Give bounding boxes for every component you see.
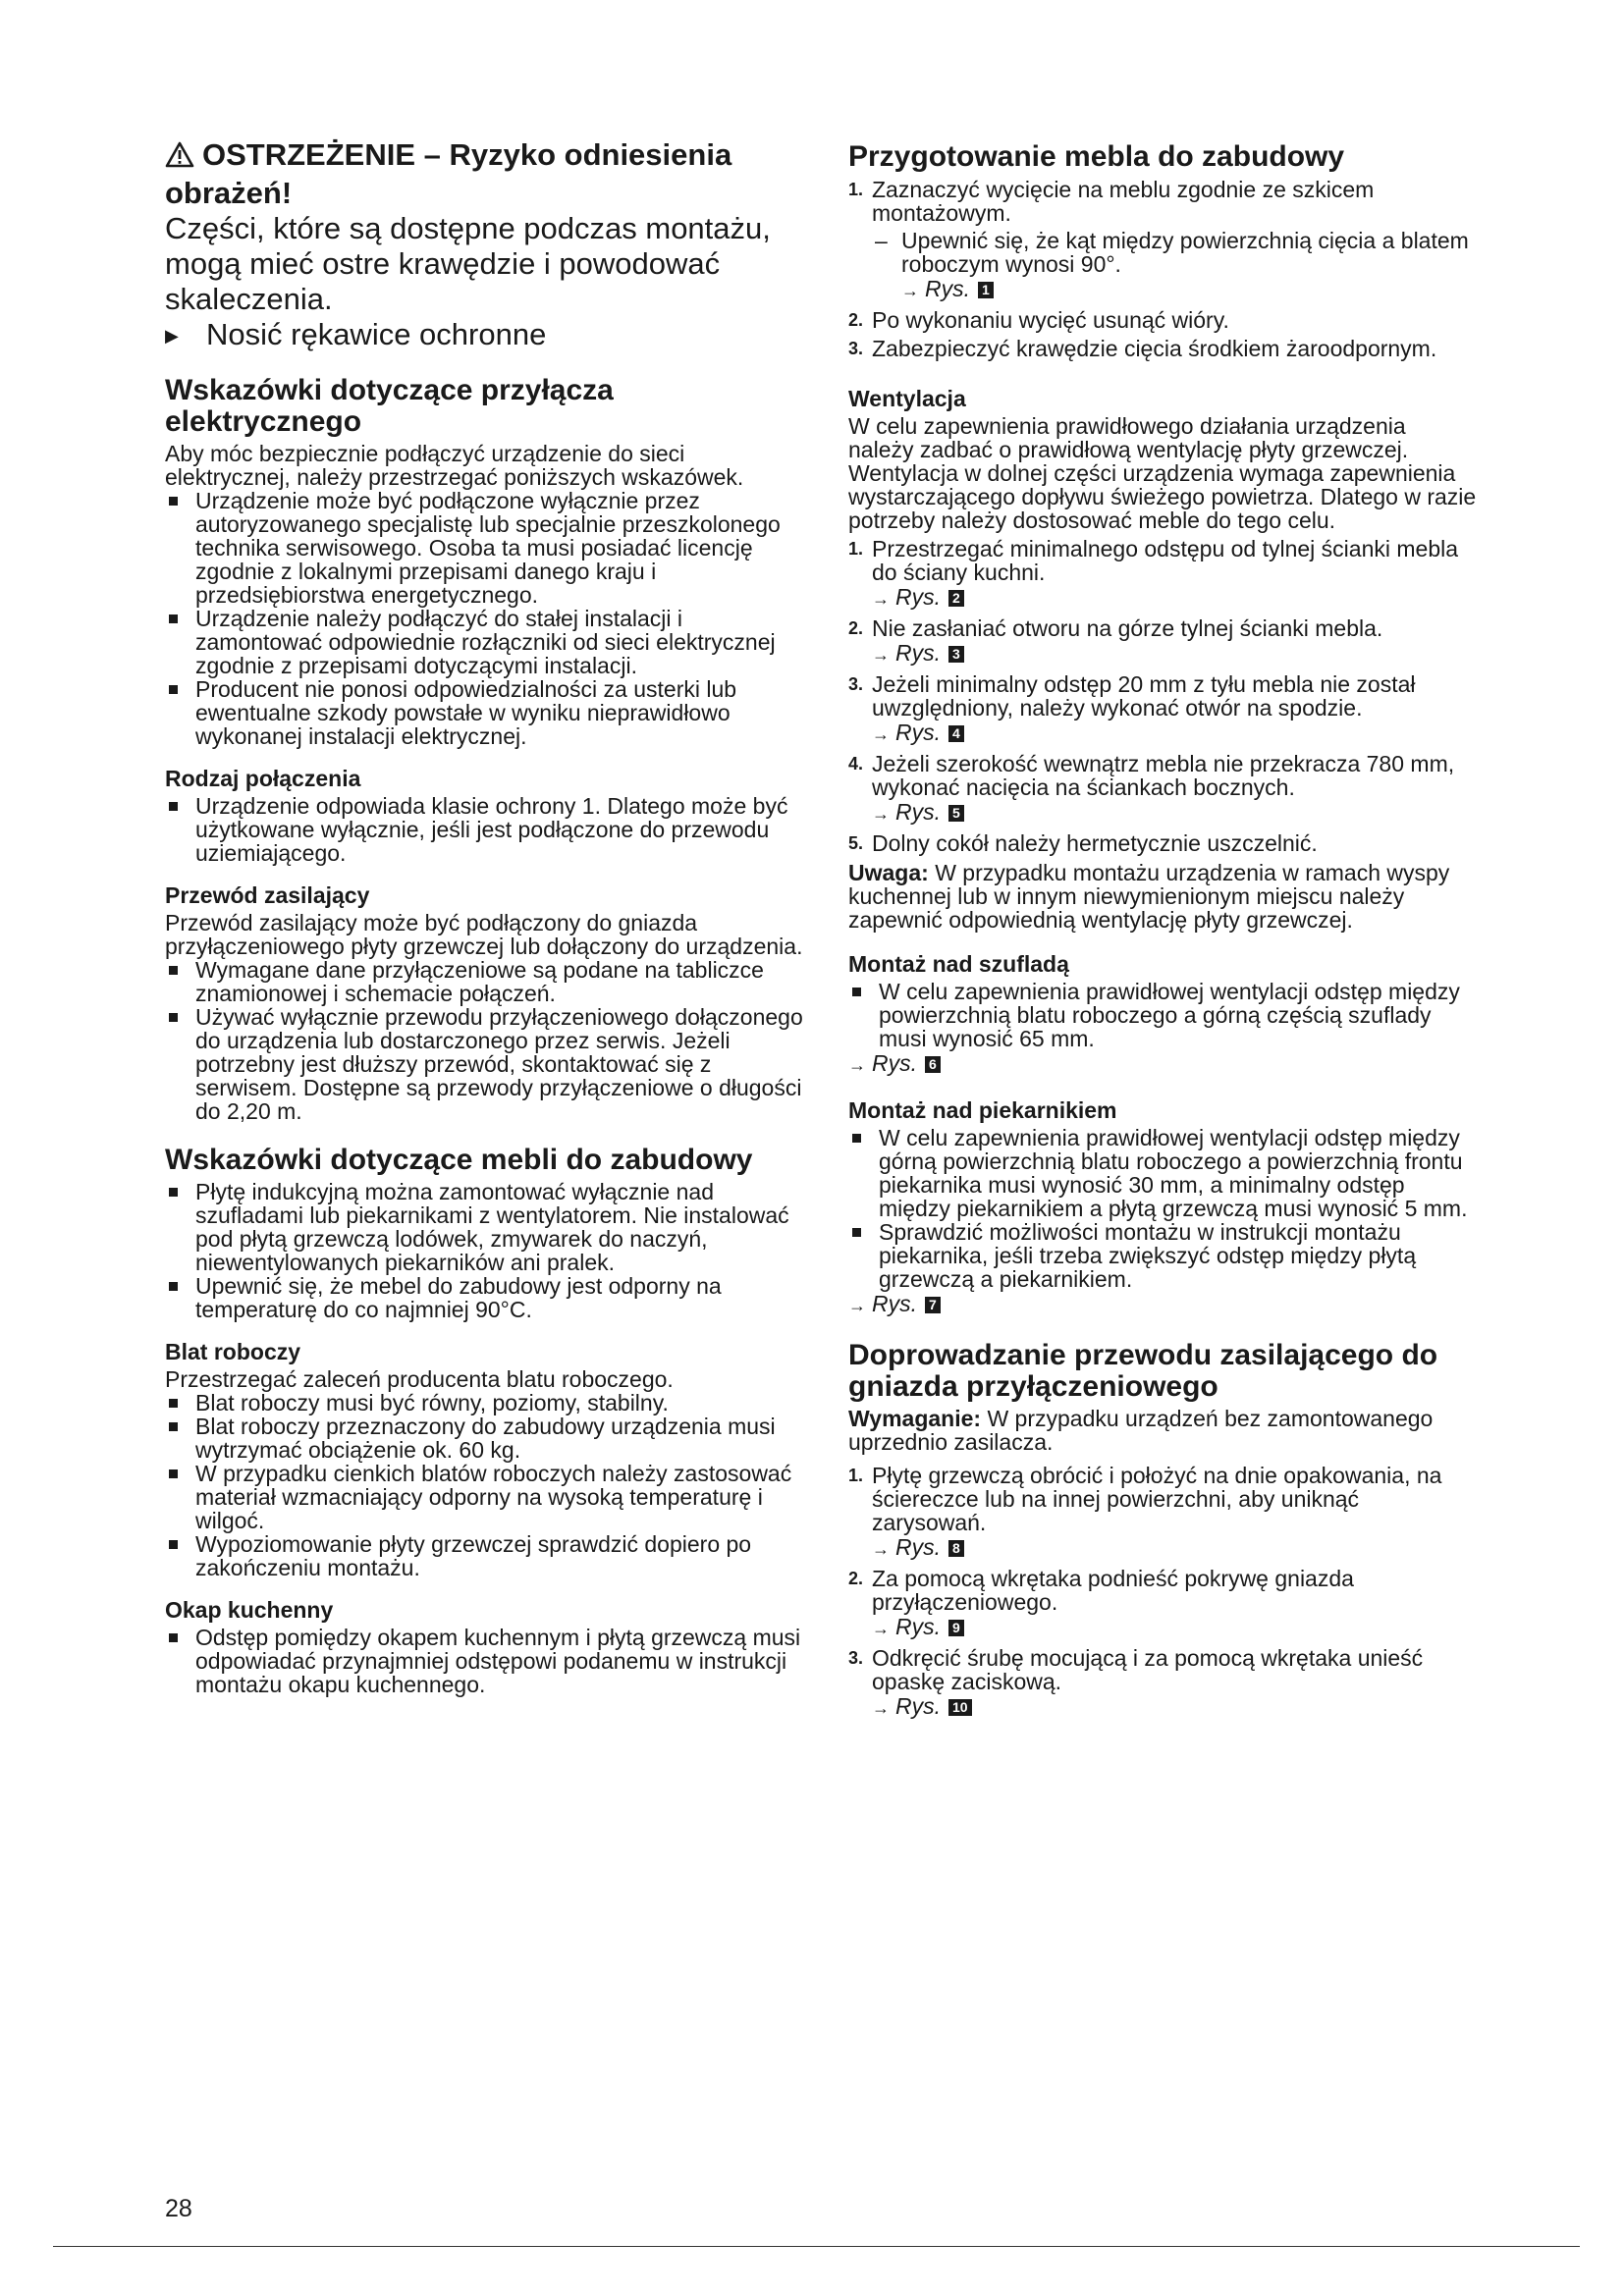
list-item: Urządzenie może być podłączone wyłącznie przez autoryzowanego specjalistę lub specjalnie przeszkolonego technika serwisowego. Osoba ta musi posiadać licencję zgodnie z lokalnymi przepisami danego kraju i przedsiębiorstwa energetycznego. [165, 489, 805, 607]
bullet-icon [852, 1228, 861, 1237]
warning-title [165, 137, 805, 176]
drawer-list [848, 980, 1477, 1050]
section-heading-furniture: Wskazówki dotyczące mebli do zabudowy [165, 1144, 753, 1176]
figure-badge: 3 [948, 646, 964, 663]
figure-badge: 4 [948, 725, 964, 742]
right-column [848, 137, 1477, 1721]
figure-ref: → Rys. 8 [872, 1534, 1477, 1562]
list-item: Producent nie ponosi odpowiedzialności za usterki lub ewentualne szkody powstałe w wyniku nieprawidłowo wykonanej instalacji elektrycznej. [165, 677, 805, 748]
list-item: Odstęp pomiędzy okapem kuchennym i płytą grzewczą musi odpowiadać przynajmniej odstępowi podanemu w instrukcji montażu okapu kuchennego. [165, 1626, 805, 1696]
figure-ref: → Rys. 7 [848, 1291, 1477, 1318]
step-number: 3. [848, 1648, 864, 1668]
list-item: W celu zapewnienia prawidłowej wentylacji odstęp między górną powierzchnią blatu roboczego a powierzchnią frontu piekarnika musi wynosić 30 mm, a minimalny odstęp między piekarnikiem a płytą grzewczą musi wynosić 5 mm. [848, 1126, 1477, 1220]
warning-triangle-icon [165, 140, 194, 176]
figure-ref: → Rys. 9 [872, 1614, 1477, 1641]
bullet-icon [169, 1013, 178, 1022]
bullet-icon [169, 497, 178, 506]
subheading-hood: Okap kuchenny [165, 1597, 334, 1623]
bullet-icon [169, 1469, 178, 1478]
ventilation-steps [848, 537, 1477, 855]
figure-ref: → Rys. 2 [872, 584, 1477, 612]
warning-title-line2: obrażeń! [165, 176, 293, 210]
section-heading-electrical: Wskazówki dotyczące przyłącza elektrycznego [165, 374, 614, 438]
section-heading-cable: Doprowadzanie przewodu zasilającego do gniazda przyłączeniowego [848, 1339, 1438, 1403]
bullet-icon [852, 988, 861, 996]
step-number: 1. [848, 539, 864, 559]
list-item: W celu zapewnienia prawidłowej wentylacji odstęp między powierzchnią blatu roboczego a górną częścią szuflady musi wynosić 65 mm. [848, 980, 1477, 1050]
figure-ref: → Rys. 6 [848, 1050, 1477, 1078]
bullet-icon [169, 1188, 178, 1197]
hood-list [165, 1626, 805, 1696]
bullet-icon [169, 614, 178, 623]
list-item: 3. Zabezpieczyć krawędzie cięcia środkiem żaroodpornym. [848, 336, 1437, 361]
list-item: Blat roboczy musi być równy, poziomy, stabilny. [165, 1391, 805, 1415]
bullet-icon [169, 802, 178, 811]
step-number: 3. [848, 339, 864, 358]
warning-title-line1: OSTRZEŻENIE – Ryzyko odniesienia [202, 137, 732, 172]
left-column [165, 137, 805, 1696]
list-item: 1. Płytę grzewczą obrócić i położyć na dnie opakowania, na ściereczce lub na innej powierzchni, aby uniknąć zarysowań. → Rys. 8 [848, 1464, 1477, 1562]
cable-requirement: Wymaganie: W przypadku urządzeń bez zamontowanego uprzednio zasilacza. [848, 1406, 1434, 1455]
figure-badge: 7 [925, 1297, 941, 1313]
step-number: 2. [848, 618, 864, 638]
power-cord-list [165, 958, 805, 1123]
figure-badge: 1 [978, 282, 994, 298]
step-number: 4. [848, 754, 864, 774]
list-item: 3. Odkręcić śrubę mocującą i za pomocą wkrętaka unieść opaskę zaciskową. → Rys. 10 [848, 1646, 1477, 1721]
bullet-icon [169, 1282, 178, 1291]
figure-badge: 5 [948, 805, 964, 822]
bullet-icon [169, 1540, 178, 1549]
figure-badge: 10 [948, 1699, 972, 1716]
list-item: Sprawdzić możliwości montażu w instrukcji montażu piekarnika, jeśli trzeba zwiększyć odstęp między płytą grzewczą a piekarnikiem. [848, 1220, 1477, 1291]
subheading-ventilation: Wentylacja [848, 386, 966, 411]
list-item: 2. Po wykonaniu wycięć usunąć wióry. [848, 307, 1229, 333]
subheading-oven: Montaż nad piekarnikiem [848, 1097, 1117, 1123]
list-item: Wypoziomowanie płyty grzewczej sprawdzić dopiero po zakończeniu montażu. [165, 1532, 805, 1579]
figure-ref: → Rys. 4 [872, 720, 1477, 747]
warning-step: ▶ Nosić rękawice ochronne [165, 317, 547, 351]
list-item: 1. Zaznaczyć wycięcie na meblu zgodnie ze szkicem montażowym. – Upewnić się, że kąt między powierzchnią cięcia a blatem roboczym wynosi 90°. → Rys. 1 [848, 178, 1477, 303]
subheading-connection-type: Rodzaj połączenia [165, 766, 361, 791]
list-item: 2. Nie zasłaniać otworu na górze tylnej ścianki mebla. → Rys. 3 [848, 616, 1477, 667]
list-item: Używać wyłącznie przewodu przyłączeniowego dołączonego do urządzenia lub dostarczonego przez serwis. Jeżeli potrzebny jest dłuższy przewód, skontaktować się z serwisem. Dostępne są przewody przyłączeniowe o długości do 2,20 m. [165, 1005, 805, 1123]
prep-note: – Upewnić się, że kąt między powierzchnią cięcia a blatem roboczym wynosi 90°. [875, 228, 1469, 277]
footer-divider [53, 2246, 1580, 2247]
electrical-intro: Aby móc bezpiecznie podłączyć urządzenie do sieci elektrycznej, należy przestrzegać poniższych wskazówek. [165, 441, 744, 490]
step-number: 1. [848, 1466, 864, 1485]
list-item: 2. Za pomocą wkrętaka podnieść pokrywę gniazda przyłączeniowego. → Rys. 9 [848, 1567, 1477, 1641]
warning-text: Części, które są dostępne podczas montażu, mogą mieć ostre krawędzie i powodować skaleczenia. [165, 211, 771, 316]
bullet-icon [169, 685, 178, 694]
list-item: Płytę indukcyjną można zamontować wyłącznie nad szufladami lub piekarnikami z wentylatorem. Nie instalować pod płytą grzewczą lodówek, zmywarek do naczyń, niewentylowanych piekarników ani pralek. [165, 1180, 805, 1274]
furniture-list [165, 1180, 805, 1321]
worktop-list [165, 1391, 805, 1579]
page-number: 28 [165, 2195, 192, 2222]
bullet-icon [852, 1134, 861, 1143]
warning-block [165, 137, 805, 353]
section-heading-prep: Przygotowanie mebla do zabudowy [848, 140, 1345, 173]
bullet-icon [169, 966, 178, 975]
step-number: 2. [848, 1569, 864, 1588]
oven-list [848, 1126, 1477, 1291]
step-number: 5. [848, 833, 864, 853]
bullet-icon [169, 1633, 178, 1642]
step-number: 2. [848, 310, 864, 330]
bullet-icon [169, 1422, 178, 1431]
step-number: 3. [848, 674, 864, 694]
figure-ref: → Rys. 5 [872, 799, 1477, 827]
list-item: Urządzenie należy podłączyć do stałej instalacji i zamontować odpowiednie rozłączniki od sieci elektrycznej zgodnie z przepisami dotyczącymi instalacji. [165, 607, 805, 677]
power-cord-intro: Przewód zasilający może być podłączony do gniazda przyłączeniowego płyty grzewczej lub dołączony do urządzenia. [165, 910, 803, 959]
list-item: 1. Przestrzegać minimalnego odstępu od tylnej ścianki mebla do ściany kuchni. → Rys. 2 [848, 537, 1477, 612]
bullet-icon [169, 1399, 178, 1408]
figure-ref: → Rys. 10 [872, 1693, 1477, 1721]
list-item: Wymagane dane przyłączeniowe są podane na tabliczce znamionowej i schemacie połączeń. [165, 958, 805, 1005]
connection-type-list [165, 794, 805, 865]
figure-badge: 8 [948, 1540, 964, 1557]
step-number: 1. [848, 180, 864, 199]
subheading-drawer: Montaż nad szufladą [848, 951, 1069, 977]
cable-steps [848, 1464, 1477, 1721]
list-item: Blat roboczy przeznaczony do zabudowy urządzenia musi wytrzymać obciążenie ok. 60 kg. [165, 1415, 805, 1462]
step-arrow-icon: ▶ [165, 326, 179, 346]
ventilation-intro: W celu zapewnienia prawidłowego działania urządzenia należy zadbać o prawidłową wentylację płyty grzewczej. Wentylacja w dolnej części urządzenia wymaga zapewnienia wystarczającego dopływu świeżego powietrza. Dlatego w razie potrzeby należy dostosować meble do tego celu. [848, 413, 1477, 533]
figure-badge: 2 [948, 590, 964, 607]
electrical-list [165, 489, 805, 748]
list-item: W przypadku cienkich blatów roboczych należy zastosować materiał wzmacniający odporny na wysoką temperaturę i wilgoć. [165, 1462, 805, 1532]
list-item: 3. Jeżeli minimalny odstęp 20 mm z tyłu mebla nie został uwzględniony, należy wykonać otwór na spodzie. → Rys. 4 [848, 672, 1477, 747]
list-item: 5. Dolny cokół należy hermetycznie uszczelnić. [848, 830, 1318, 856]
prep-steps [848, 178, 1477, 360]
list-item: Upewnić się, że mebel do zabudowy jest odporny na temperaturę do co najmniej 90°C. [165, 1274, 805, 1321]
figure-ref: → Rys. 1 [872, 276, 1477, 303]
list-item: 4. Jeżeli szerokość wewnątrz mebla nie przekracza 780 mm, wykonać nacięcia na ściankach bocznych. → Rys. 5 [848, 752, 1477, 827]
worktop-intro: Przestrzegać zaleceń producenta blatu roboczego. [165, 1366, 674, 1392]
subheading-worktop: Blat roboczy [165, 1339, 301, 1364]
ventilation-note: Uwaga: W przypadku montażu urządzenia w ramach wyspy kuchennej lub w innym niewymienionym miejscu należy zapewnić odpowiednią wentylację płyty grzewczej. [848, 860, 1450, 933]
subheading-power-cord: Przewód zasilający [165, 882, 370, 908]
list-item: Urządzenie odpowiada klasie ochrony 1. Dlatego może być użytkowane wyłącznie, jeśli jest podłączone do przewodu uziemiającego. [165, 794, 805, 865]
figure-badge: 9 [948, 1620, 964, 1636]
figure-badge: 6 [925, 1056, 941, 1073]
dash-icon: – [875, 228, 888, 253]
figure-ref: → Rys. 3 [872, 640, 1477, 667]
